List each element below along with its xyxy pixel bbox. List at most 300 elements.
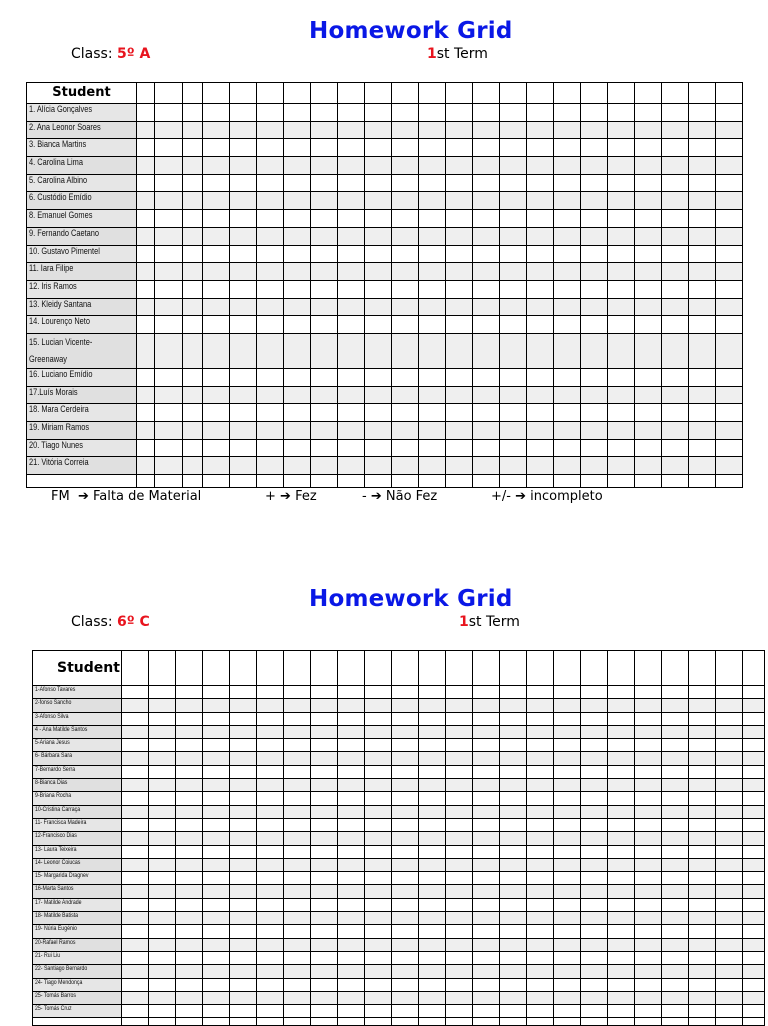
homework-cell[interactable] xyxy=(689,725,716,738)
homework-cell[interactable] xyxy=(635,765,662,778)
homework-cell[interactable] xyxy=(338,174,365,192)
homework-cell[interactable] xyxy=(581,938,608,951)
homework-cell[interactable] xyxy=(392,818,419,831)
homework-cell[interactable] xyxy=(554,925,581,938)
homework-cell[interactable] xyxy=(365,898,392,911)
homework-cell[interactable] xyxy=(581,699,608,712)
homework-cell[interactable] xyxy=(230,991,257,1004)
homework-cell[interactable] xyxy=(743,699,765,712)
homework-cell[interactable] xyxy=(446,139,473,157)
homework-cell[interactable] xyxy=(183,404,203,422)
homework-cell[interactable] xyxy=(183,457,203,475)
empty-cell[interactable] xyxy=(176,1018,203,1026)
homework-cell[interactable] xyxy=(203,104,230,122)
homework-cell[interactable] xyxy=(203,965,230,978)
homework-cell[interactable] xyxy=(230,765,257,778)
homework-cell[interactable] xyxy=(137,386,155,404)
homework-cell[interactable] xyxy=(284,245,311,263)
homework-cell[interactable] xyxy=(149,925,176,938)
homework-cell[interactable] xyxy=(662,104,689,122)
homework-cell[interactable] xyxy=(743,951,765,964)
empty-cell[interactable] xyxy=(527,1018,554,1026)
homework-cell[interactable] xyxy=(500,991,527,1004)
homework-cell[interactable] xyxy=(311,951,338,964)
homework-cell[interactable] xyxy=(203,245,230,263)
homework-cell[interactable] xyxy=(608,1005,635,1018)
homework-cell[interactable] xyxy=(203,121,230,139)
homework-cell[interactable] xyxy=(137,298,155,316)
homework-cell[interactable] xyxy=(338,858,365,871)
homework-cell[interactable] xyxy=(743,845,765,858)
homework-cell[interactable] xyxy=(635,1005,662,1018)
homework-cell[interactable] xyxy=(608,386,635,404)
homework-cell[interactable] xyxy=(716,938,743,951)
homework-cell[interactable] xyxy=(446,858,473,871)
homework-cell[interactable] xyxy=(230,280,257,298)
homework-cell[interactable] xyxy=(581,872,608,885)
homework-cell[interactable] xyxy=(527,818,554,831)
homework-cell[interactable] xyxy=(284,368,311,386)
homework-cell[interactable] xyxy=(446,818,473,831)
homework-cell[interactable] xyxy=(183,280,203,298)
homework-cell[interactable] xyxy=(203,725,230,738)
homework-cell[interactable] xyxy=(581,422,608,440)
homework-cell[interactable] xyxy=(419,139,446,157)
homework-cell[interactable] xyxy=(257,898,284,911)
homework-cell[interactable] xyxy=(527,316,554,334)
homework-cell[interactable] xyxy=(581,316,608,334)
empty-cell[interactable] xyxy=(392,475,419,488)
homework-cell[interactable] xyxy=(338,263,365,281)
homework-cell[interactable] xyxy=(311,210,338,228)
homework-cell[interactable] xyxy=(527,765,554,778)
homework-cell[interactable] xyxy=(203,686,230,699)
homework-cell[interactable] xyxy=(230,779,257,792)
homework-cell[interactable] xyxy=(365,245,392,263)
homework-cell[interactable] xyxy=(635,725,662,738)
homework-cell[interactable] xyxy=(419,457,446,475)
homework-cell[interactable] xyxy=(689,157,716,175)
empty-cell[interactable] xyxy=(554,475,581,488)
homework-cell[interactable] xyxy=(500,858,527,871)
homework-cell[interactable] xyxy=(203,739,230,752)
homework-cell[interactable] xyxy=(716,333,743,368)
homework-cell[interactable] xyxy=(473,280,500,298)
homework-cell[interactable] xyxy=(257,263,284,281)
homework-cell[interactable] xyxy=(176,832,203,845)
homework-cell[interactable] xyxy=(311,779,338,792)
homework-cell[interactable] xyxy=(446,885,473,898)
homework-cell[interactable] xyxy=(689,858,716,871)
empty-cell[interactable] xyxy=(203,475,230,488)
homework-cell[interactable] xyxy=(311,174,338,192)
homework-cell[interactable] xyxy=(473,368,500,386)
homework-cell[interactable] xyxy=(473,951,500,964)
homework-cell[interactable] xyxy=(716,765,743,778)
homework-cell[interactable] xyxy=(183,121,203,139)
homework-cell[interactable] xyxy=(122,951,149,964)
homework-cell[interactable] xyxy=(392,712,419,725)
homework-cell[interactable] xyxy=(689,925,716,938)
homework-cell[interactable] xyxy=(311,872,338,885)
homework-cell[interactable] xyxy=(446,298,473,316)
homework-cell[interactable] xyxy=(554,422,581,440)
homework-cell[interactable] xyxy=(311,192,338,210)
homework-cell[interactable] xyxy=(716,139,743,157)
homework-cell[interactable] xyxy=(662,739,689,752)
homework-cell[interactable] xyxy=(149,699,176,712)
empty-cell[interactable] xyxy=(446,475,473,488)
homework-cell[interactable] xyxy=(608,104,635,122)
homework-cell[interactable] xyxy=(257,991,284,1004)
homework-cell[interactable] xyxy=(257,965,284,978)
homework-cell[interactable] xyxy=(392,404,419,422)
homework-cell[interactable] xyxy=(581,965,608,978)
homework-cell[interactable] xyxy=(743,978,765,991)
homework-cell[interactable] xyxy=(635,699,662,712)
homework-cell[interactable] xyxy=(608,192,635,210)
homework-cell[interactable] xyxy=(365,1005,392,1018)
homework-cell[interactable] xyxy=(689,245,716,263)
homework-cell[interactable] xyxy=(500,227,527,245)
homework-cell[interactable] xyxy=(554,858,581,871)
homework-cell[interactable] xyxy=(311,991,338,1004)
homework-cell[interactable] xyxy=(608,139,635,157)
homework-cell[interactable] xyxy=(635,227,662,245)
homework-cell[interactable] xyxy=(500,422,527,440)
empty-cell[interactable] xyxy=(149,1018,176,1026)
homework-cell[interactable] xyxy=(608,805,635,818)
homework-cell[interactable] xyxy=(338,712,365,725)
homework-cell[interactable] xyxy=(419,739,446,752)
homework-cell[interactable] xyxy=(635,316,662,334)
homework-cell[interactable] xyxy=(635,792,662,805)
homework-cell[interactable] xyxy=(257,752,284,765)
empty-cell[interactable] xyxy=(392,1018,419,1026)
homework-cell[interactable] xyxy=(122,765,149,778)
homework-cell[interactable] xyxy=(419,210,446,228)
homework-cell[interactable] xyxy=(392,885,419,898)
homework-cell[interactable] xyxy=(203,1005,230,1018)
homework-cell[interactable] xyxy=(419,858,446,871)
homework-cell[interactable] xyxy=(554,121,581,139)
homework-cell[interactable] xyxy=(608,818,635,831)
homework-cell[interactable] xyxy=(500,885,527,898)
homework-cell[interactable] xyxy=(137,227,155,245)
homework-cell[interactable] xyxy=(392,699,419,712)
homework-cell[interactable] xyxy=(311,965,338,978)
homework-cell[interactable] xyxy=(581,818,608,831)
homework-cell[interactable] xyxy=(203,192,230,210)
homework-cell[interactable] xyxy=(635,965,662,978)
homework-cell[interactable] xyxy=(473,752,500,765)
homework-cell[interactable] xyxy=(689,805,716,818)
homework-cell[interactable] xyxy=(527,872,554,885)
empty-cell[interactable] xyxy=(230,475,257,488)
homework-cell[interactable] xyxy=(419,885,446,898)
empty-cell[interactable] xyxy=(608,1018,635,1026)
homework-cell[interactable] xyxy=(155,316,183,334)
homework-cell[interactable] xyxy=(230,699,257,712)
homework-cell[interactable] xyxy=(716,725,743,738)
homework-cell[interactable] xyxy=(257,978,284,991)
homework-cell[interactable] xyxy=(608,121,635,139)
homework-cell[interactable] xyxy=(419,439,446,457)
homework-cell[interactable] xyxy=(554,898,581,911)
homework-cell[interactable] xyxy=(581,858,608,871)
homework-cell[interactable] xyxy=(176,712,203,725)
homework-cell[interactable] xyxy=(716,739,743,752)
homework-cell[interactable] xyxy=(500,386,527,404)
homework-cell[interactable] xyxy=(527,951,554,964)
homework-cell[interactable] xyxy=(608,872,635,885)
homework-cell[interactable] xyxy=(446,245,473,263)
homework-cell[interactable] xyxy=(203,805,230,818)
homework-cell[interactable] xyxy=(527,898,554,911)
empty-cell[interactable] xyxy=(554,1018,581,1026)
homework-cell[interactable] xyxy=(284,845,311,858)
homework-cell[interactable] xyxy=(608,832,635,845)
homework-cell[interactable] xyxy=(365,991,392,1004)
homework-cell[interactable] xyxy=(365,965,392,978)
homework-cell[interactable] xyxy=(419,699,446,712)
homework-cell[interactable] xyxy=(176,1005,203,1018)
homework-cell[interactable] xyxy=(392,298,419,316)
homework-cell[interactable] xyxy=(716,965,743,978)
homework-cell[interactable] xyxy=(527,699,554,712)
homework-cell[interactable] xyxy=(554,316,581,334)
homework-cell[interactable] xyxy=(137,121,155,139)
homework-cell[interactable] xyxy=(230,457,257,475)
homework-cell[interactable] xyxy=(527,174,554,192)
homework-cell[interactable] xyxy=(608,686,635,699)
homework-cell[interactable] xyxy=(662,898,689,911)
homework-cell[interactable] xyxy=(716,925,743,938)
homework-cell[interactable] xyxy=(635,386,662,404)
homework-cell[interactable] xyxy=(743,725,765,738)
homework-cell[interactable] xyxy=(743,805,765,818)
homework-cell[interactable] xyxy=(257,139,284,157)
homework-cell[interactable] xyxy=(392,174,419,192)
homework-cell[interactable] xyxy=(257,792,284,805)
empty-cell[interactable] xyxy=(203,1018,230,1026)
homework-cell[interactable] xyxy=(203,227,230,245)
homework-cell[interactable] xyxy=(446,1005,473,1018)
homework-cell[interactable] xyxy=(716,818,743,831)
homework-cell[interactable] xyxy=(527,210,554,228)
homework-cell[interactable] xyxy=(473,818,500,831)
homework-cell[interactable] xyxy=(392,280,419,298)
homework-cell[interactable] xyxy=(716,779,743,792)
homework-cell[interactable] xyxy=(500,951,527,964)
homework-cell[interactable] xyxy=(203,298,230,316)
homework-cell[interactable] xyxy=(338,316,365,334)
homework-cell[interactable] xyxy=(338,404,365,422)
homework-cell[interactable] xyxy=(527,368,554,386)
homework-cell[interactable] xyxy=(311,121,338,139)
homework-cell[interactable] xyxy=(743,925,765,938)
homework-cell[interactable] xyxy=(554,912,581,925)
homework-cell[interactable] xyxy=(527,263,554,281)
homework-cell[interactable] xyxy=(662,818,689,831)
homework-cell[interactable] xyxy=(689,978,716,991)
homework-cell[interactable] xyxy=(392,1005,419,1018)
homework-cell[interactable] xyxy=(257,845,284,858)
homework-cell[interactable] xyxy=(203,752,230,765)
homework-cell[interactable] xyxy=(446,845,473,858)
homework-cell[interactable] xyxy=(203,210,230,228)
homework-cell[interactable] xyxy=(554,210,581,228)
homework-cell[interactable] xyxy=(635,739,662,752)
homework-cell[interactable] xyxy=(155,245,183,263)
homework-cell[interactable] xyxy=(446,912,473,925)
homework-cell[interactable] xyxy=(230,818,257,831)
homework-cell[interactable] xyxy=(365,925,392,938)
homework-cell[interactable] xyxy=(284,898,311,911)
homework-cell[interactable] xyxy=(500,404,527,422)
homework-cell[interactable] xyxy=(338,912,365,925)
homework-cell[interactable] xyxy=(419,386,446,404)
homework-cell[interactable] xyxy=(122,898,149,911)
homework-cell[interactable] xyxy=(230,938,257,951)
homework-cell[interactable] xyxy=(608,885,635,898)
homework-cell[interactable] xyxy=(311,422,338,440)
homework-cell[interactable] xyxy=(446,386,473,404)
homework-cell[interactable] xyxy=(473,885,500,898)
homework-cell[interactable] xyxy=(473,765,500,778)
homework-cell[interactable] xyxy=(257,938,284,951)
empty-cell[interactable] xyxy=(27,475,137,488)
homework-cell[interactable] xyxy=(500,845,527,858)
homework-cell[interactable] xyxy=(176,991,203,1004)
homework-cell[interactable] xyxy=(203,765,230,778)
homework-cell[interactable] xyxy=(203,832,230,845)
homework-cell[interactable] xyxy=(203,404,230,422)
homework-cell[interactable] xyxy=(183,192,203,210)
homework-cell[interactable] xyxy=(203,885,230,898)
homework-cell[interactable] xyxy=(365,422,392,440)
homework-cell[interactable] xyxy=(500,686,527,699)
homework-cell[interactable] xyxy=(338,210,365,228)
homework-cell[interactable] xyxy=(311,280,338,298)
homework-cell[interactable] xyxy=(122,978,149,991)
homework-cell[interactable] xyxy=(338,245,365,263)
homework-cell[interactable] xyxy=(365,192,392,210)
homework-cell[interactable] xyxy=(689,792,716,805)
homework-cell[interactable] xyxy=(662,263,689,281)
homework-cell[interactable] xyxy=(284,951,311,964)
homework-cell[interactable] xyxy=(257,404,284,422)
homework-cell[interactable] xyxy=(554,965,581,978)
homework-cell[interactable] xyxy=(716,1005,743,1018)
homework-cell[interactable] xyxy=(716,951,743,964)
homework-cell[interactable] xyxy=(608,725,635,738)
homework-cell[interactable] xyxy=(554,157,581,175)
homework-cell[interactable] xyxy=(473,712,500,725)
homework-cell[interactable] xyxy=(446,157,473,175)
homework-cell[interactable] xyxy=(473,386,500,404)
homework-cell[interactable] xyxy=(554,263,581,281)
homework-cell[interactable] xyxy=(365,951,392,964)
homework-cell[interactable] xyxy=(311,227,338,245)
homework-cell[interactable] xyxy=(473,739,500,752)
homework-cell[interactable] xyxy=(635,686,662,699)
homework-cell[interactable] xyxy=(473,333,500,368)
homework-cell[interactable] xyxy=(311,386,338,404)
homework-cell[interactable] xyxy=(122,858,149,871)
homework-cell[interactable] xyxy=(149,818,176,831)
homework-cell[interactable] xyxy=(149,858,176,871)
homework-cell[interactable] xyxy=(176,978,203,991)
homework-cell[interactable] xyxy=(500,245,527,263)
homework-cell[interactable] xyxy=(419,938,446,951)
homework-cell[interactable] xyxy=(311,245,338,263)
homework-cell[interactable] xyxy=(122,1005,149,1018)
homework-cell[interactable] xyxy=(122,925,149,938)
homework-cell[interactable] xyxy=(183,174,203,192)
homework-cell[interactable] xyxy=(527,333,554,368)
homework-cell[interactable] xyxy=(365,858,392,871)
homework-cell[interactable] xyxy=(284,121,311,139)
empty-cell[interactable] xyxy=(500,475,527,488)
homework-cell[interactable] xyxy=(581,298,608,316)
homework-cell[interactable] xyxy=(419,368,446,386)
homework-cell[interactable] xyxy=(338,925,365,938)
homework-cell[interactable] xyxy=(446,712,473,725)
homework-cell[interactable] xyxy=(338,951,365,964)
homework-cell[interactable] xyxy=(365,104,392,122)
homework-cell[interactable] xyxy=(338,832,365,845)
homework-cell[interactable] xyxy=(581,925,608,938)
homework-cell[interactable] xyxy=(203,872,230,885)
homework-cell[interactable] xyxy=(743,739,765,752)
homework-cell[interactable] xyxy=(419,227,446,245)
homework-cell[interactable] xyxy=(446,951,473,964)
homework-cell[interactable] xyxy=(183,139,203,157)
homework-cell[interactable] xyxy=(155,457,183,475)
homework-cell[interactable] xyxy=(257,912,284,925)
homework-cell[interactable] xyxy=(155,210,183,228)
homework-cell[interactable] xyxy=(689,422,716,440)
homework-cell[interactable] xyxy=(338,752,365,765)
homework-cell[interactable] xyxy=(155,263,183,281)
homework-cell[interactable] xyxy=(230,885,257,898)
homework-cell[interactable] xyxy=(446,333,473,368)
homework-cell[interactable] xyxy=(284,818,311,831)
homework-cell[interactable] xyxy=(608,422,635,440)
homework-cell[interactable] xyxy=(446,765,473,778)
homework-cell[interactable] xyxy=(716,991,743,1004)
homework-cell[interactable] xyxy=(554,845,581,858)
homework-cell[interactable] xyxy=(392,845,419,858)
homework-cell[interactable] xyxy=(365,316,392,334)
homework-cell[interactable] xyxy=(581,845,608,858)
homework-cell[interactable] xyxy=(311,686,338,699)
homework-cell[interactable] xyxy=(527,858,554,871)
homework-cell[interactable] xyxy=(689,991,716,1004)
homework-cell[interactable] xyxy=(527,104,554,122)
empty-cell[interactable] xyxy=(527,475,554,488)
homework-cell[interactable] xyxy=(743,991,765,1004)
homework-cell[interactable] xyxy=(176,792,203,805)
homework-cell[interactable] xyxy=(527,912,554,925)
homework-cell[interactable] xyxy=(716,157,743,175)
homework-cell[interactable] xyxy=(137,457,155,475)
homework-cell[interactable] xyxy=(473,422,500,440)
homework-cell[interactable] xyxy=(122,832,149,845)
homework-cell[interactable] xyxy=(284,404,311,422)
homework-cell[interactable] xyxy=(500,752,527,765)
